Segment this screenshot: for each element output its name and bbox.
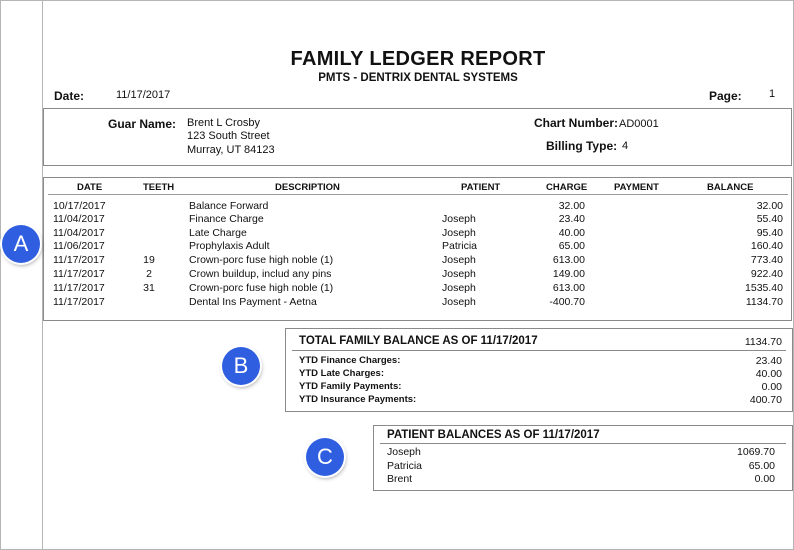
row-description: Prophylaxis Adult [189, 240, 270, 252]
patient-balance: 0.00 [754, 473, 775, 485]
chart-number-label: Chart Number: [534, 116, 619, 130]
total-box-divider [292, 350, 786, 351]
guar-address-2: Murray, UT 84123 [187, 144, 275, 156]
row-date: 11/04/2017 [53, 213, 105, 225]
row-teeth: 2 [146, 268, 152, 280]
col-header-balance: BALANCE [707, 182, 754, 193]
patient-box-divider [380, 443, 786, 444]
date-label: Date: [54, 89, 85, 103]
patient-name: Joseph [387, 446, 421, 458]
row-balance: 1535.40 [745, 282, 783, 294]
col-header-patient: PATIENT [461, 182, 501, 193]
report-subtitle: PMTS - DENTRIX DENTAL SYSTEMS [318, 72, 518, 84]
patient-name: Patricia [387, 460, 423, 472]
ytd-value: 0.00 [761, 381, 782, 393]
row-balance: 160.40 [750, 240, 783, 252]
callout-b-badge: B [222, 347, 260, 385]
total-balance-value: 1134.70 [744, 336, 782, 348]
ytd-label: YTD Finance Charges: [299, 355, 401, 366]
row-charge: 32.00 [558, 200, 585, 212]
ytd-label: YTD Insurance Payments: [299, 394, 417, 405]
patient-name: Brent [387, 473, 413, 485]
ytd-label: YTD Family Payments: [299, 381, 402, 392]
row-charge: 40.00 [558, 227, 585, 239]
row-description: Crown buildup, includ any pins [189, 268, 332, 280]
billing-type-value: 4 [622, 140, 629, 152]
date-value: 11/17/2017 [116, 89, 171, 101]
col-header-payment: PAYMENT [614, 182, 659, 193]
guar-address-1: 123 South Street [187, 130, 270, 142]
row-description: Finance Charge [189, 213, 264, 225]
row-balance: 922.40 [750, 268, 783, 280]
row-balance: 32.00 [756, 200, 783, 212]
row-patient: Joseph [442, 254, 476, 266]
row-date: 11/17/2017 [53, 296, 105, 308]
row-description: Balance Forward [189, 200, 269, 212]
chart-number-value: AD0001 [619, 118, 659, 130]
row-date: 11/06/2017 [53, 240, 105, 252]
row-date: 10/17/2017 [53, 200, 106, 212]
row-teeth: 19 [143, 254, 155, 266]
row-patient: Joseph [442, 282, 476, 294]
row-charge: -400.70 [549, 296, 585, 308]
patient-balances-heading: PATIENT BALANCES AS OF 11/17/2017 [387, 429, 600, 441]
patient-balance: 1069.70 [737, 446, 775, 458]
row-description: Crown-porc fuse high noble (1) [189, 282, 334, 294]
row-balance: 55.40 [756, 213, 783, 225]
report-title: FAMILY LEDGER REPORT [290, 48, 546, 70]
col-header-date: DATE [77, 182, 103, 193]
page-value: 1 [769, 88, 776, 100]
row-date: 11/17/2017 [53, 268, 105, 280]
row-date: 11/04/2017 [53, 227, 105, 239]
row-date: 11/17/2017 [53, 254, 105, 266]
row-patient: Joseph [442, 268, 476, 280]
billing-type-label: Billing Type: [546, 139, 618, 153]
guar-name-label: Guar Name: [108, 117, 177, 131]
row-charge: 65.00 [558, 240, 585, 252]
row-description: Crown-porc fuse high noble (1) [189, 254, 334, 266]
col-header-description: DESCRIPTION [275, 182, 340, 193]
ytd-value: 40.00 [755, 368, 782, 380]
row-charge: 613.00 [552, 282, 585, 294]
row-description: Dental Ins Payment - Aetna [189, 296, 317, 308]
row-teeth: 31 [143, 282, 155, 294]
header-divider [48, 194, 788, 195]
patient-balance: 65.00 [748, 460, 775, 472]
row-patient: Joseph [442, 296, 476, 308]
row-date: 11/17/2017 [53, 282, 105, 294]
col-header-teeth: TEETH [143, 182, 175, 193]
row-charge: 613.00 [552, 254, 585, 266]
col-header-charge: CHARGE [546, 182, 588, 193]
ytd-label: YTD Late Charges: [299, 368, 384, 379]
row-balance: 95.40 [756, 227, 783, 239]
ytd-value: 23.40 [755, 355, 782, 367]
callout-c-badge: C [306, 438, 344, 476]
total-balance-heading: TOTAL FAMILY BALANCE AS OF 11/17/2017 [299, 335, 538, 347]
row-charge: 23.40 [558, 213, 585, 225]
row-patient: Joseph [442, 213, 476, 225]
ledger-table-box [43, 177, 792, 321]
row-patient: Patricia [442, 240, 478, 252]
row-balance: 1134.70 [745, 296, 783, 308]
row-patient: Joseph [442, 227, 476, 239]
page-label: Page: [709, 89, 742, 103]
callout-a-badge: A [2, 225, 40, 263]
row-charge: 149.00 [552, 268, 585, 280]
row-balance: 773.40 [750, 254, 783, 266]
row-description: Late Charge [189, 227, 247, 239]
guar-name: Brent L Crosby [187, 117, 260, 129]
ytd-value: 400.70 [749, 394, 782, 406]
